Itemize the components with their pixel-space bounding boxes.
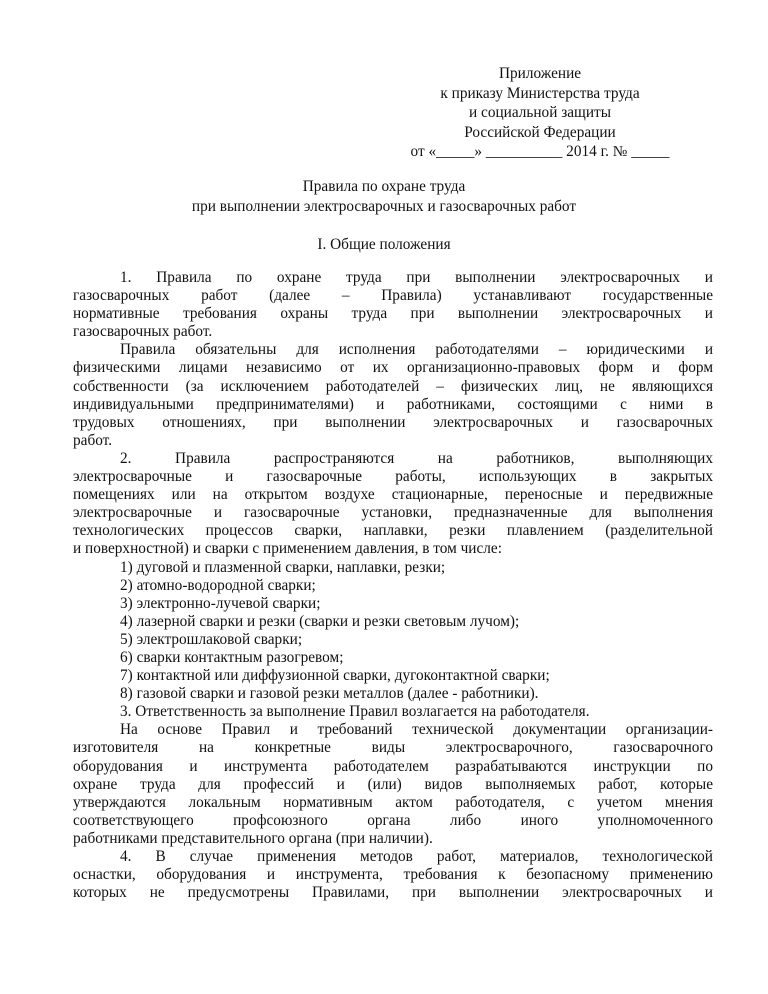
list-item: 1) дуговой и плазменной сварки, наплавки, резки; xyxy=(120,558,446,576)
document-title xyxy=(60,177,708,217)
approval-block xyxy=(330,64,750,162)
approval-line: Приложение xyxy=(498,65,582,82)
text-line: нормативные требования охраны труда при выполнении электросварочных и xyxy=(73,305,713,323)
title-line: при выполнении электросварочных и газосварочных работ xyxy=(191,198,577,215)
text-line: которых не предусмотрены Правилами, при выполнении электросварочных и xyxy=(73,884,713,902)
text-line: 3. Ответственность за выполнение Правил возлагается на работодателя. xyxy=(120,703,590,721)
text-line: изготовителя на конкретные виды электросварочного, газосварочного xyxy=(73,739,713,757)
text-line: оснастки, оборудования и инструмента, требования к безопасному применению xyxy=(73,866,713,884)
text-line: 4. В случае применения методов работ, материалов, технологической xyxy=(120,848,713,865)
text-line: газосварочных работ (далее – Правила) устанавливают государственные xyxy=(73,287,713,305)
list-item: 3) электронно-лучевой сварки; xyxy=(120,594,321,612)
text-line: технологических процессов сварки, наплавки, резки плавлением (разделительной xyxy=(73,522,713,540)
approval-line: к приказу Министерства труда xyxy=(440,84,640,102)
text-line: работниками представительного органа (при наличии). xyxy=(73,829,433,847)
list-item: 5) электрошлаковой сварки; xyxy=(120,630,303,648)
text-line: физическими лицами независимо от их организационно-правовых форм и форм xyxy=(73,359,713,377)
text-line: На основе Правил и требований технической документации организации- xyxy=(120,721,713,739)
text-line: 1. Правила по охране труда при выполнении электросварочных и xyxy=(120,269,713,286)
text-line: 2. Правила распространяются на работников, выполняющих xyxy=(120,449,713,467)
list-item: 4) лазерной сварки и резки (сварки и резки световым лучом); xyxy=(120,612,520,630)
text-line: утверждаются локальным нормативным актом работодателя, с учетом мнения xyxy=(73,793,713,811)
title-line: Правила по охране труда xyxy=(302,178,466,195)
text-line: помещениях или на открытом воздухе стационарные, переносные и передвижные xyxy=(73,486,713,504)
list-item: 8) газовой сварки и газовой резки металлов (далее - работники). xyxy=(120,685,539,703)
section-heading-text: I. Общие положения xyxy=(317,236,451,253)
text-line: трудовых отношениях, при выполнении электросварочных и газосварочных xyxy=(73,413,713,431)
text-line: Правила обязательны для исполнения работодателями – юридическими и xyxy=(120,341,713,359)
text-line: индивидуальными предпринимателями) и работниками, состоящими с ними в xyxy=(73,395,713,413)
approval-line: и социальной защиты xyxy=(469,104,611,122)
list-item: 6) сварки контактным разогревом; xyxy=(120,648,344,666)
text-line: газосварочных работ. xyxy=(73,323,213,341)
text-line: и поверхностной) и сварки с применением давления, в том числе: xyxy=(73,540,502,558)
text-line: собственности (за исключением работодателей – физических лиц, не являющихся xyxy=(73,377,713,395)
list-item: 2) атомно-водородной сварки; xyxy=(120,576,316,594)
document-body xyxy=(73,269,713,902)
approval-line: Российской Федерации xyxy=(464,123,616,141)
approval-line: от «_____» __________ 2014 г. № _____ xyxy=(410,143,670,161)
text-line: работ. xyxy=(73,431,113,449)
text-line: соответствующего профсоюзного органа либо иного уполномоченного xyxy=(73,811,713,829)
text-line: оборудования и инструмента работодателем разрабатываются инструкции по xyxy=(73,757,713,775)
section-heading xyxy=(60,235,708,255)
text-line: электросварочные и газосварочные установки, предназначенные для выполнения xyxy=(73,504,713,522)
text-line: охране труда для профессий и (или) видов выполняемых работ, которые xyxy=(73,775,713,793)
list-item: 7) контактной или диффузионной сварки, дугоконтактной сварки; xyxy=(120,667,550,685)
text-line: электросварочные и газосварочные работы, использующих в закрытых xyxy=(73,468,713,486)
